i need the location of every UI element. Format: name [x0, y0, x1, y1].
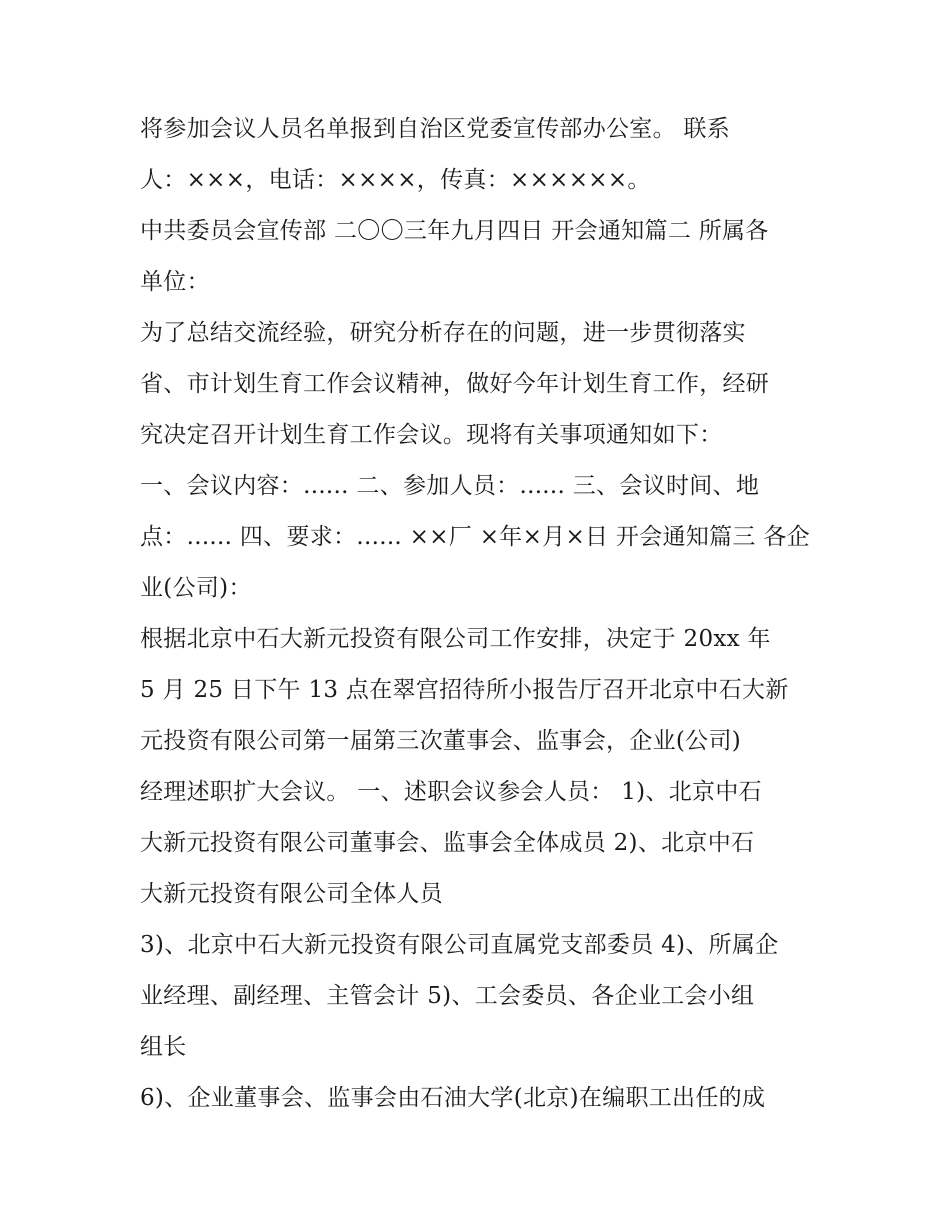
text-line: 业经理、副经理、主管会计 5)、工会委员、各企业工会小组 [140, 983, 755, 1009]
text-line: 单位： [140, 269, 210, 295]
text-line: 3)、北京中石大新元投资有限公司直属党支部委员 4)、所属企 [140, 932, 779, 958]
text-line: 业(公司)： [140, 575, 252, 601]
text-line: 大新元投资有限公司董事会、监事会全体成员 2)、北京中石 [140, 830, 755, 856]
text-line: 点：...... 四、要求：...... ××厂 ×年×月×日 开会通知篇三 各企 [140, 524, 810, 550]
text-line: 组长 [140, 1034, 187, 1060]
text-line: 省、市计划生育工作会议精神，做好今年计划生育工作，经研 [140, 371, 770, 397]
text-line: 6)、企业董事会、监事会由石油大学(北京)在编职工出任的成 [140, 1085, 766, 1111]
text-line: 5 月 25 日下午 13 点在翠宫招待所小报告厅召开北京中石大新 [140, 677, 789, 703]
text-line: 将参加会议人员名单报到自治区党委宣传部办公室。 联系 [140, 116, 731, 142]
text-line: 大新元投资有限公司全体人员 [140, 881, 443, 907]
text-line: 究决定召开计划生育工作会议。现将有关事项通知如下： [140, 422, 723, 448]
text-line: 经理述职扩大会议。 一、述职会议参会人员： 1)、北京中石 [140, 779, 762, 805]
text-line: 人：×××，电话：××××，传真：××××××。 [140, 167, 651, 193]
text-line: 元投资有限公司第一届第三次董事会、监事会，企业(公司) [140, 728, 742, 754]
text-line: 为了总结交流经验，研究分析存在的问题，进一步贯彻落实 [140, 320, 746, 346]
text-line: 一、会议内容：...... 二、参加人员：...... 三、会议时间、地 [140, 473, 760, 499]
text-line: 根据北京中石大新元投资有限公司工作安排，决定于 20xx 年 [140, 626, 771, 652]
text-line: 中共委员会宣传部 二〇〇三年九月四日 开会通知篇二 所属各 [140, 218, 769, 244]
